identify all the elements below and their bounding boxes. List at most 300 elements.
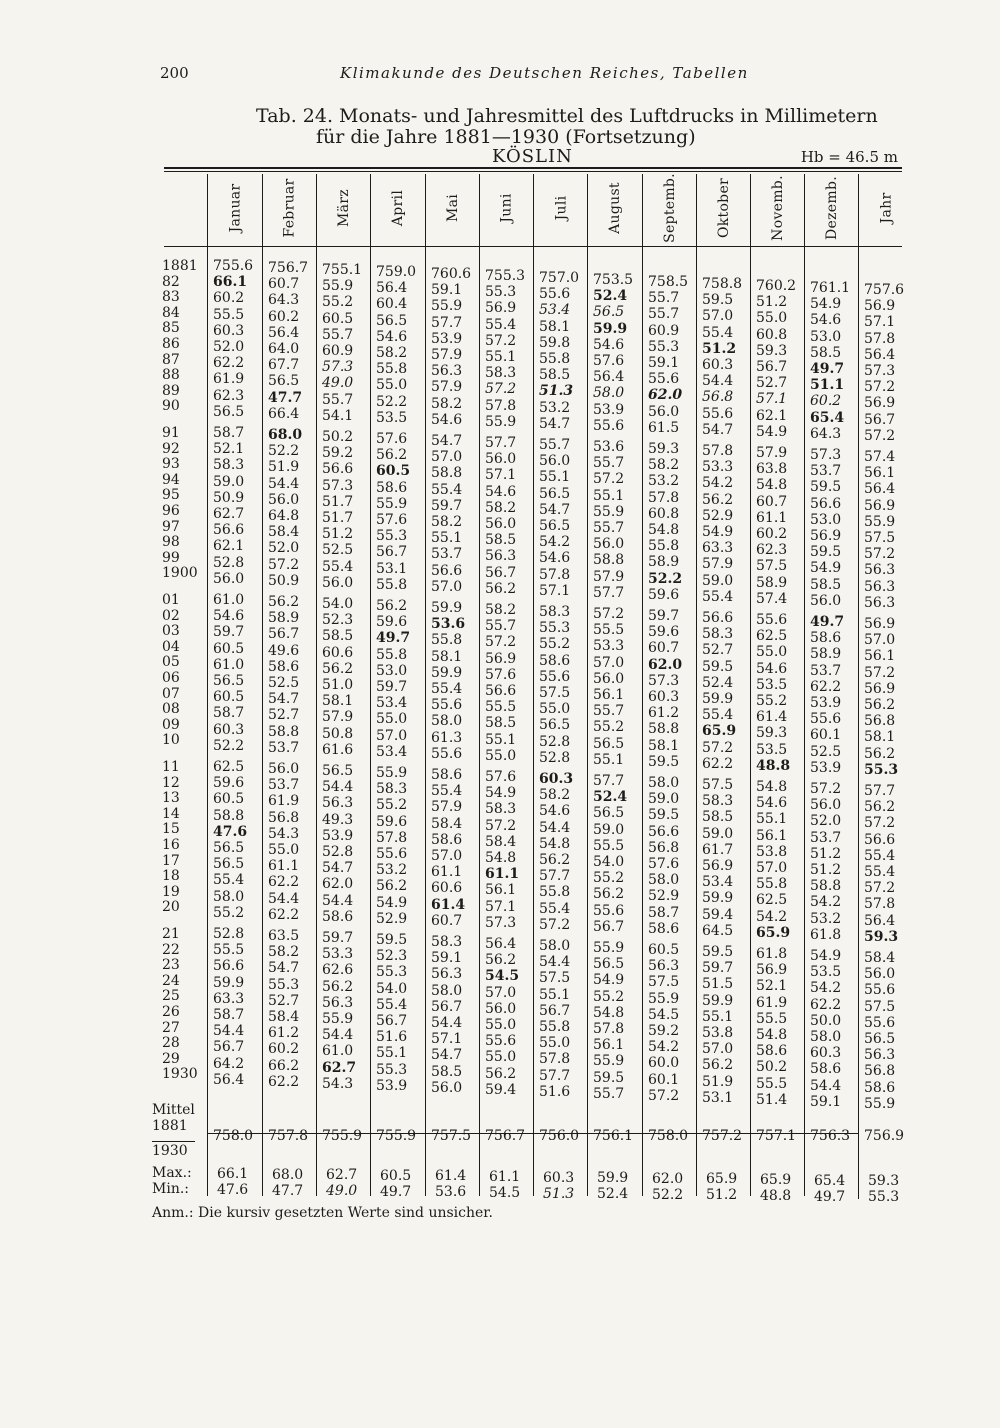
row-year: 24 — [162, 972, 180, 989]
table-cell: 59.4 — [702, 906, 734, 923]
row-year: 03 — [162, 623, 180, 640]
table-cell: 52.5 — [810, 743, 842, 760]
table-cell: 59.5 — [810, 544, 842, 561]
table-cell: 57.9 — [756, 445, 788, 461]
table-cell: 57.7 — [593, 773, 625, 789]
table-cell: 54.2 — [648, 1039, 680, 1056]
table-cell: 54.4 — [268, 475, 300, 492]
table-cell: 59.9 — [593, 320, 628, 337]
table-cell: 60.3 — [648, 689, 680, 705]
table-cell: 55.1 — [593, 751, 625, 768]
table-cell: 757.6 — [864, 282, 905, 298]
mittel-value: 757.5 — [431, 1128, 472, 1144]
table-cell: 56.5 — [593, 304, 625, 321]
table-cell: 52.3 — [376, 948, 408, 965]
table-cell: 53.4 — [376, 743, 408, 760]
table-cell: 55.6 — [593, 902, 625, 919]
row-year: 04 — [162, 638, 180, 655]
table-cell: 65.9 — [756, 924, 791, 941]
table-cell: 761.1 — [810, 280, 851, 296]
table-cell: 56.8 — [864, 713, 896, 730]
mittel-value: 757.2 — [702, 1128, 743, 1144]
table-cell: 58.8 — [213, 807, 245, 824]
table-cell: 59.5 — [593, 1069, 625, 1086]
table-cell: 59.3 — [756, 342, 788, 359]
table-cell: 55.6 — [593, 417, 625, 434]
table-cell: 58.0 — [593, 385, 625, 402]
mittel-value: 755.9 — [322, 1128, 363, 1144]
table-cell: 54.2 — [810, 980, 842, 997]
column-rule — [425, 174, 426, 1196]
table-cell: 56.5 — [213, 673, 245, 689]
table-cell: 54.2 — [810, 894, 842, 911]
column-rule — [533, 174, 534, 1196]
table-cell: 57.0 — [864, 632, 896, 649]
column-header — [534, 174, 588, 242]
table-cell: 61.1 — [756, 509, 788, 526]
table-cell: 56.2 — [864, 799, 896, 816]
table-cell: 55.2 — [593, 988, 625, 1005]
table-cell: 55.7 — [648, 306, 680, 323]
table-cell: 51.1 — [810, 377, 845, 394]
table-cell: 56.4 — [864, 346, 896, 363]
min-value: 49.0 — [326, 1183, 358, 1200]
table-cell: 56.3 — [431, 363, 463, 380]
table-cell: 58.2 — [485, 499, 517, 516]
table-cell: 55.3 — [485, 284, 517, 301]
table-cell: 56.5 — [864, 1031, 896, 1047]
column-header — [859, 174, 913, 242]
table-cell: 55.4 — [376, 996, 408, 1013]
mittel-word: Mittel — [152, 1102, 195, 1118]
table-cell: 54.4 — [539, 954, 571, 971]
row-year: 08 — [162, 701, 180, 718]
table-cell: 52.5 — [268, 675, 300, 691]
table-cell: 60.3 — [213, 322, 245, 339]
table-cell: 54.7 — [431, 433, 463, 449]
table-cell: 68.0 — [268, 427, 303, 443]
table-cell: 52.7 — [268, 707, 300, 724]
table-cell: 56.1 — [756, 827, 788, 844]
table-cell: 57.6 — [648, 856, 680, 872]
table-cell: 60.9 — [322, 343, 354, 359]
column-header-label: Oktober — [716, 177, 732, 239]
table-cell: 56.9 — [756, 962, 788, 979]
row-year: 95 — [162, 487, 180, 504]
table-cell: 56.2 — [485, 580, 517, 597]
mittel-value: 756.1 — [593, 1128, 634, 1144]
table-cell: 54.6 — [539, 550, 571, 567]
table-cell: 55.6 — [431, 745, 463, 762]
table-cell: 52.4 — [593, 288, 628, 305]
table-cell: 58.5 — [322, 628, 354, 645]
table-cell: 56.6 — [213, 522, 245, 539]
table-cell: 55.6 — [539, 668, 571, 685]
table-cell: 54.7 — [268, 691, 300, 708]
table-cell: 56.5 — [539, 485, 571, 502]
table-cell: 59.2 — [648, 1023, 680, 1039]
table-cell: 56.5 — [593, 735, 625, 752]
table-cell: 61.1 — [485, 866, 520, 883]
table-cell: 54.6 — [213, 608, 245, 625]
table-cell: 54.2 — [539, 534, 571, 551]
table-cell: 64.3 — [810, 425, 842, 442]
table-cell: 55.1 — [756, 811, 788, 828]
table-cell: 56.4 — [213, 1071, 245, 1088]
table-cell: 64.8 — [268, 508, 300, 524]
table-cell: 58.7 — [213, 705, 245, 722]
table-cell: 62.5 — [756, 628, 788, 645]
table-cell: 58.6 — [268, 658, 300, 675]
table-cell: 65.4 — [810, 409, 845, 426]
table-cell: 53.4 — [539, 302, 571, 319]
column-rule — [858, 174, 859, 1199]
table-cell: 54.8 — [756, 477, 788, 494]
table-cell: 54.4 — [322, 892, 354, 909]
table-cell: 58.4 — [268, 524, 300, 541]
table-cell: 59.0 — [213, 473, 245, 490]
row-year: 1900 — [162, 565, 198, 582]
table-cell: 55.0 — [756, 310, 788, 327]
column-header — [480, 174, 534, 242]
table-cell: 57.0 — [593, 654, 625, 671]
table-cell: 56.2 — [322, 978, 354, 995]
table-cell: 54.9 — [702, 524, 734, 540]
table-cell: 58.1 — [539, 318, 571, 335]
table-cell: 59.0 — [648, 791, 680, 808]
table-cell: 58.2 — [485, 602, 517, 618]
table-cell: 58.5 — [810, 344, 842, 361]
table-cell: 56.3 — [431, 966, 463, 983]
column-header-label: Juni — [498, 193, 515, 223]
table-cell: 56.0 — [864, 966, 896, 983]
table-cell: 51.2 — [756, 294, 788, 311]
table-cell: 63.8 — [756, 461, 788, 478]
table-cell: 55.0 — [756, 644, 788, 661]
table-cell: 60.5 — [213, 689, 245, 706]
max-label: Max.: — [152, 1165, 192, 1181]
table-cell: 54.7 — [702, 421, 734, 438]
column-header — [643, 174, 697, 242]
min-value: 47.6 — [217, 1182, 249, 1198]
table-cell: 57.2 — [485, 634, 517, 651]
table-cell: 56.5 — [268, 373, 300, 390]
table-cell: 56.2 — [702, 491, 734, 508]
table-cell: 56.9 — [702, 858, 734, 874]
table-cell: 64.3 — [268, 292, 300, 309]
table-cell: 55.1 — [376, 1045, 408, 1062]
table-cell: 53.9 — [322, 827, 354, 844]
table-cell: 56.9 — [810, 528, 842, 544]
table-cell: 61.8 — [810, 926, 842, 943]
station-height: Hb = 46.5 m — [800, 148, 898, 166]
table-cell: 56.9 — [864, 298, 896, 315]
table-cell: 61.5 — [648, 419, 680, 436]
table-cell: 61.2 — [268, 1025, 300, 1042]
table-cell: 52.4 — [593, 789, 628, 806]
table-cell: 56.9 — [864, 680, 896, 697]
table-cell: 57.0 — [702, 1041, 734, 1058]
table-cell: 55.9 — [593, 1053, 625, 1070]
table-cell: 56.0 — [322, 574, 354, 591]
table-cell: 55.8 — [376, 646, 408, 663]
table-cell: 56.4 — [864, 481, 896, 498]
table-cell: 58.5 — [702, 809, 734, 826]
table-cell: 56.6 — [431, 562, 463, 579]
table-cell: 54.2 — [756, 908, 788, 925]
column-rule — [696, 174, 697, 1196]
table-cell: 56.0 — [268, 491, 300, 508]
table-cell: 61.6 — [322, 741, 354, 758]
table-cell: 56.0 — [593, 536, 625, 553]
min-value: 52.4 — [597, 1186, 629, 1203]
table-cell: 56.1 — [485, 882, 517, 899]
table-cell: 59.6 — [213, 775, 245, 792]
table-cell: 57.2 — [864, 379, 896, 396]
table-cell: 56.2 — [864, 745, 896, 762]
table-cell: 64.2 — [213, 1055, 245, 1072]
table-cell: 56.9 — [485, 650, 517, 667]
table-cell: 54.4 — [810, 1077, 842, 1094]
table-cell: 60.3 — [539, 771, 574, 787]
table-cell: 62.6 — [322, 962, 354, 979]
table-cell: 62.3 — [213, 387, 245, 404]
table-cell: 54.8 — [648, 522, 680, 538]
table-cell: 53.9 — [431, 330, 463, 347]
table-cell: 57.3 — [485, 914, 517, 931]
table-cell: 56.0 — [485, 1000, 517, 1017]
table-cell: 57.1 — [864, 314, 896, 331]
table-cell: 51.2 — [322, 526, 354, 543]
table-cell: 53.7 — [268, 739, 300, 756]
table-cell: 56.2 — [593, 886, 625, 903]
table-cell: 59.7 — [431, 497, 463, 514]
table-cell: 55.3 — [268, 976, 300, 993]
table-cell: 60.2 — [810, 393, 842, 410]
table-cell: 56.6 — [702, 610, 734, 626]
table-cell: 58.2 — [268, 944, 300, 961]
table-cell: 56.7 — [431, 998, 463, 1015]
row-year: 15 — [162, 821, 180, 838]
table-cell: 55.4 — [431, 783, 463, 800]
max-value: 66.1 — [217, 1166, 249, 1182]
mittel-to: 1930 — [152, 1141, 195, 1159]
table-cell: 55.0 — [268, 842, 300, 858]
table-cell: 48.8 — [756, 757, 791, 774]
table-cell: 59.5 — [702, 658, 734, 675]
table-cell: 54.8 — [756, 779, 788, 795]
table-cell: 57.2 — [593, 606, 625, 622]
table-cell: 58.2 — [431, 514, 463, 530]
table-cell: 62.2 — [268, 906, 300, 923]
table-cell: 57.2 — [864, 664, 896, 681]
table-cell: 54.6 — [756, 660, 788, 677]
table-cell: 54.9 — [485, 785, 517, 802]
max-value: 61.1 — [489, 1169, 521, 1185]
table-cell: 57.6 — [376, 431, 408, 447]
column-header-label: Dezemb. — [824, 176, 840, 240]
table-cell: 55.9 — [376, 495, 408, 512]
column-header-label: Februar — [282, 178, 299, 238]
table-cell: 56.3 — [648, 958, 680, 975]
column-header-label: Mai — [445, 193, 461, 223]
table-cell: 55.1 — [431, 530, 463, 547]
table-cell: 57.3 — [322, 359, 354, 376]
table-cell: 56.5 — [539, 518, 571, 534]
table-cell: 51.2 — [810, 845, 842, 862]
table-cell: 56.5 — [376, 312, 408, 329]
table-cell: 56.7 — [213, 1039, 245, 1056]
table-cell: 59.5 — [810, 479, 842, 496]
table-cell: 60.3 — [810, 1045, 842, 1062]
table-cell: 57.0 — [376, 727, 408, 744]
table-cell: 58.0 — [810, 1029, 842, 1045]
mittel-value: 757.1 — [756, 1128, 797, 1144]
table-cell: 60.7 — [431, 912, 463, 929]
row-year: 88 — [162, 367, 180, 384]
table-cell: 56.5 — [213, 840, 245, 856]
table-cell: 56.5 — [593, 805, 625, 822]
table-cell: 57.8 — [376, 829, 408, 846]
column-header-label: Novemb. — [770, 175, 787, 241]
table-cell: 55.5 — [593, 837, 625, 854]
table-cell: 55.5 — [593, 622, 625, 639]
max-value: 65.4 — [814, 1172, 846, 1189]
table-cell: 53.8 — [702, 1025, 734, 1041]
table-cell: 56.9 — [864, 497, 896, 514]
row-year: 13 — [162, 790, 180, 807]
table-cell: 55.4 — [485, 316, 517, 333]
table-cell: 53.2 — [376, 862, 408, 879]
table-cell: 66.1 — [213, 274, 248, 291]
table-cell: 57.2 — [485, 332, 517, 349]
row-year: 93 — [162, 456, 180, 473]
table-cell: 55.2 — [376, 797, 408, 814]
column-header — [263, 174, 317, 242]
table-cell: 760.6 — [431, 266, 472, 282]
table-cell: 60.2 — [268, 308, 300, 325]
table-cell: 57.0 — [485, 984, 517, 1001]
row-year: 98 — [162, 534, 180, 551]
table-cell: 58.3 — [702, 626, 734, 643]
table-cell: 62.2 — [702, 755, 734, 772]
table-cell: 55.1 — [593, 487, 625, 504]
table-cell: 59.9 — [431, 600, 463, 616]
table-cell: 56.1 — [864, 648, 896, 665]
table-cell: 62.1 — [756, 407, 788, 424]
table-cell: 57.2 — [864, 815, 896, 832]
row-year: 96 — [162, 503, 180, 519]
table-cell: 55.6 — [485, 1033, 517, 1050]
table-cell: 54.5 — [485, 968, 520, 985]
table-cell: 63.5 — [268, 928, 300, 944]
table-cell: 60.2 — [268, 1041, 300, 1058]
row-year: 82 — [162, 273, 180, 290]
table-cell: 49.3 — [322, 811, 354, 828]
table-cell: 56.3 — [485, 548, 517, 565]
table-cell: 55.5 — [213, 942, 245, 959]
table-cell: 59.7 — [213, 624, 245, 641]
table-cell: 55.3 — [539, 620, 571, 637]
table-cell: 54.6 — [431, 411, 463, 428]
table-cell: 59.6 — [648, 586, 680, 603]
table-cell: 57.8 — [648, 489, 680, 506]
table-cell: 60.5 — [322, 310, 354, 327]
table-cell: 58.1 — [648, 737, 680, 754]
rule-top-thick — [164, 167, 902, 169]
table-cell: 54.3 — [268, 825, 300, 842]
table-cell: 55.6 — [702, 405, 734, 422]
table-cell: 60.4 — [376, 296, 408, 313]
table-cell: 59.5 — [648, 753, 680, 770]
table-cell: 61.2 — [648, 705, 680, 722]
table-cell: 55.5 — [756, 1075, 788, 1092]
table-cell: 53.2 — [539, 399, 571, 416]
table-cell: 52.1 — [213, 441, 245, 458]
table-cell: 57.1 — [539, 582, 571, 599]
table-cell: 56.0 — [213, 570, 245, 587]
row-year: 16 — [162, 837, 180, 853]
min-value: 52.2 — [652, 1186, 684, 1203]
table-cell: 54.4 — [213, 1023, 245, 1040]
table-cell: 62.2 — [810, 678, 842, 695]
table-cell: 58.0 — [648, 775, 680, 791]
table-cell: 55.7 — [485, 618, 517, 635]
table-cell: 57.8 — [702, 443, 734, 459]
table-cell: 58.9 — [756, 574, 788, 591]
table-cell: 61.0 — [213, 592, 245, 608]
table-cell: 55.0 — [485, 1017, 517, 1033]
table-cell: 55.8 — [539, 884, 571, 901]
table-cell: 57.1 — [431, 1031, 463, 1048]
table-cell: 60.0 — [648, 1055, 680, 1072]
table-cell: 58.7 — [213, 425, 245, 441]
table-cell: 55.2 — [756, 693, 788, 709]
table-cell: 56.0 — [485, 516, 517, 532]
table-cell: 55.4 — [864, 847, 896, 864]
table-cell: 52.8 — [213, 554, 245, 571]
table-cell: 55.2 — [539, 636, 571, 653]
column-rule — [804, 174, 805, 1196]
table-cell: 56.7 — [593, 918, 625, 935]
table-cell: 58.3 — [702, 793, 734, 810]
table-cell: 58.2 — [431, 395, 463, 412]
table-cell: 57.0 — [756, 860, 788, 876]
table-cell: 50.2 — [322, 429, 354, 445]
table-cell: 59.3 — [864, 928, 899, 945]
table-cell: 55.8 — [376, 361, 408, 378]
table-cell: 55.4 — [431, 681, 463, 697]
table-cell: 55.9 — [648, 990, 680, 1007]
table-cell: 54.9 — [810, 296, 842, 313]
mittel-value: 756.3 — [810, 1128, 851, 1144]
table-cell: 60.5 — [648, 942, 680, 958]
row-year: 25 — [162, 988, 180, 1005]
table-cell: 54.6 — [539, 803, 571, 820]
table-cell: 65.9 — [702, 723, 737, 740]
table-cell: 55.9 — [431, 298, 463, 315]
table-cell: 55.9 — [864, 1095, 896, 1112]
table-cell: 56.5 — [322, 763, 354, 779]
table-cell: 54.1 — [322, 407, 354, 424]
table-cell: 57.3 — [648, 672, 680, 689]
table-cell: 55.0 — [485, 1049, 517, 1066]
table-cell: 61.3 — [431, 729, 463, 746]
column-rule — [370, 174, 371, 1196]
table-cell: 51.7 — [322, 493, 354, 510]
row-year: 27 — [162, 1019, 180, 1036]
table-cell: 59.9 — [431, 664, 463, 681]
